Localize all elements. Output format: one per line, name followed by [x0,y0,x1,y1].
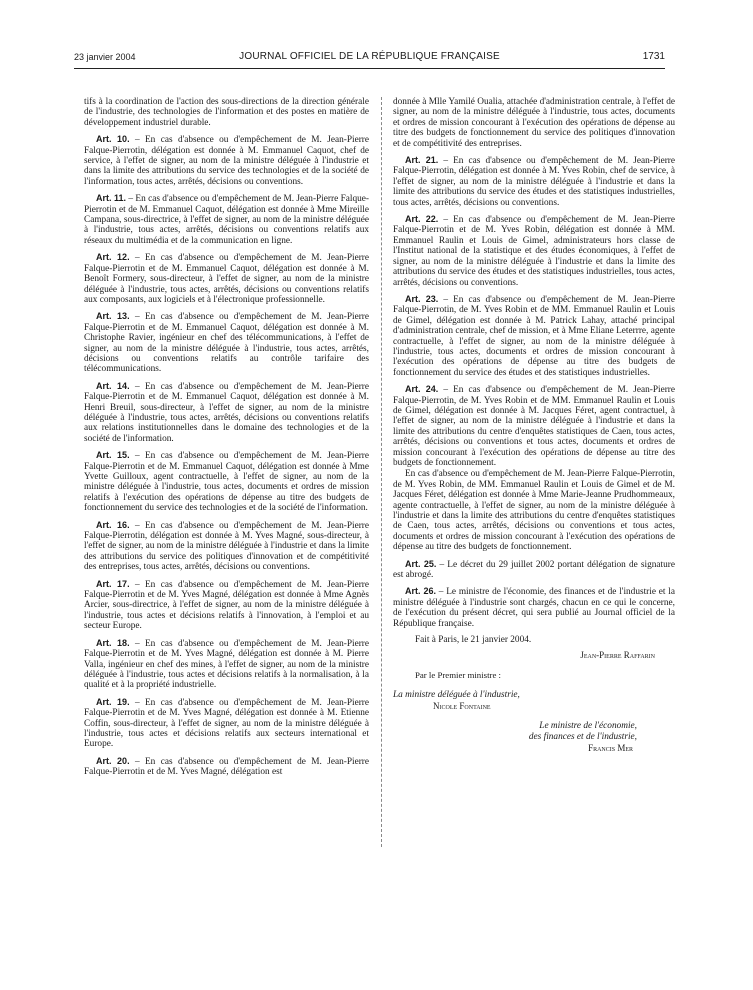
minister-delegate-name: Nicole Fontaine [433,700,491,711]
article-label: Art. 11. [96,193,127,204]
article-text: – En cas d'absence ou d'empêchement de M. Jean-Pierre Falque-Pierrotin et de M. Emmanuel Caquot, délégation est donnée à M. Christophe Ravier, ingénieur en chef des télécommunications, à l'effet de signer, au nom de la ministre déléguée à l'industrie, tous actes, arrêtés, décisions ou conventions relatifs au contrôle tarifaire des télécommunications. [84,312,370,375]
article-text: – En cas d'absence ou d'empêchement de M. Jean-Pierre Falque-Pierrotin et de M. Yves Magné, délégation est donnée à M. Pierre Valla, ingénieur en chef des mines, à l'effet de signer, au nom de la ministre déléguée à l'industrie, tous actes et décisions relatifs à la normalisation, à la qualité et à la propriété industrielle. [84,638,370,691]
article-text: – En cas d'absence ou d'empêchement de M. Jean-Pierre Falque-Pierrotin, de M. Yves Robin et de MM. Emmanuel Raulin et Louis de Gimel, délégation est donnée à M. Jacques Féret, agent contractuel, à l'effet de signer, au nom de la ministre déléguée à l'industrie et dans la limite des attributions du centre d'enquêtes statistiques de Caen, tous actes, arrêtés, décisions ou conventions et tous actes, documents et ordres de mission concourant à l'exécution des opérations de dépense au titre des budgets de fonctionnement. [393,385,676,468]
article-25 [393,559,675,581]
article-text: – En cas d'absence ou d'empêchement de M. Jean-Pierre Falque-Pierrotin et de M. Yves Magné, délégation est donnée à M. Etienne Coffin, sous-directeur, à l'effet de signer, au nom de la ministre déléguée à l'industrie, tous actes et décisions relatifs aux secteurs international et Europe. [84,697,370,750]
article-label: Art. 13. [96,311,130,322]
article-text: – En cas d'absence ou d'empêchement de M. Jean-Pierre Falque-Pierrotin et de M. Emmanuel Caquot, délégation est donnée à M. Henri Breuil, sous-directeur, à l'effet de signer, au nom de la ministre déléguée à l'industrie, tous actes, arrêtés, décisions ou conventions relatifs aux relations institutionnelles dans le domaine des technologies et de la société de l'information. [84,381,370,444]
article-21 [393,155,675,208]
article-label: Art. 26. [405,586,436,597]
minister-economy-title-1: Le ministre de l'économie, [539,721,637,732]
journal-title: JOURNAL OFFICIEL DE LA RÉPUBLIQUE FRANÇAISE [239,51,500,62]
minister-delegate-title: La ministre déléguée à l'industrie, [393,690,520,701]
minister-economy-title-2: des finances et de l'industrie, [528,732,637,743]
article-label: Art. 23. [405,293,439,304]
article-15 [84,450,369,513]
article-20 [84,756,369,778]
minister-economy-name: Francis Mer [588,743,633,754]
article-label: Art. 22. [405,214,439,225]
page-number: 1731 [642,51,665,62]
article-12 [84,252,369,305]
article-label: Art. 20. [96,755,130,766]
article-13 [84,311,369,374]
article-18 [84,638,369,691]
article-24-continued: En cas d'absence ou d'empêchement de M. Jean-Pierre Falque-Pierrotin, de M. Yves Robin, de MM. Emmanuel Raulin et Louis de Gimel et de M. Jacques Féret, délégation est donnée à Mme Marie-Jeanne Prudhommeaux, agente contractuelle, à l'effet de signer, au nom de la ministre déléguée à l'industrie et dans la limite des attributions du centre d'enquêtes statistiques de Caen, tous actes, arrêtés, décisions ou conventions et tous actes, documents et ordres de mission concourant à l'exécution des opérations de dépense au titre des budgets de fonctionnement. [393,469,675,553]
article-text: – En cas d'absence ou d'empêchement de M. Jean-Pierre Falque-Pierrotin et de M. Emmanuel Caquot, délégation est donnée à Mme Mireille Campana, sous-directrice, à l'effet de signer, au nom de la ministre déléguée à l'industrie, tous actes, arrêtés, décisions ou conventions relatifs aux réseaux du multimédia et de la communication en ligne. [84,194,369,246]
article-label: Art. 10. [96,134,130,145]
article-label: Art. 14. [96,380,130,391]
header-rule [74,68,665,69]
article-14 [84,381,369,444]
article-text: – En cas d'absence ou d'empêchement de M. Jean-Pierre Falque-Pierrotin et de M. Yves Magné, délégation est donnée à Mme Agnès Arcier, sous-directrice, à l'effet de signer, au nom de la ministre déléguée à l'industrie, tous actes et décisions relatifs à l'innovation, à l'emploi et au secteur Europe. [84,579,370,632]
article-19 [84,697,369,750]
article-11 [84,193,369,246]
right-column [393,97,675,754]
left-column [84,97,369,784]
article-label: Art. 18. [96,637,130,648]
article-26 [393,586,675,629]
article-label: Art. 15. [96,450,130,461]
prime-minister-label: Par le Premier ministre : [415,669,501,680]
article-text: – En cas d'absence ou d'empêchement de M. Jean-Pierre Falque-Pierrotin et de M. Yves Robin, délégation est donnée à MM. Emmanuel Raulin et Louis de Gimel, administrateurs hors classe de l'Institut national de la statistique et des études économiques, à l'effet de signer, au nom de la ministre déléguée à l'industrie et dans la limite des attributions du service des études et des statistiques industrielles, tous actes, arrêtés, décisions ou conventions. [393,215,676,288]
article-label: Art. 21. [405,155,439,166]
article-23 [393,294,675,378]
left-intro: tifs à la coordination de l'action des sous-directions de la direction générale de l'industrie, des technologies de l'information et des postes en matière de développement industriel durable. [84,97,369,128]
signature-place-date: Fait à Paris, le 21 janvier 2004. [415,635,532,646]
article-label: Art. 16. [96,519,130,530]
article-text: – En cas d'absence ou d'empêchement de M. Jean-Pierre Falque-Pierrotin, délégation est donnée à M. Emmanuel Caquot, chef de service, à l'effet de signer, au nom de la ministre déléguée à l'industrie et dans la limite des attributions du service des technologies et de la société de l'information, tous actes, arrêtés, décisions ou conventions. [84,135,370,187]
article-16 [84,520,369,573]
article-text: – En cas d'absence ou d'empêchement de M. Jean-Pierre Falque-Pierrotin et de M. Emmanuel Caquot, délégation est donnée à M. Benoît Formery, sous-directeur, à l'effet de signer, au nom de la ministre déléguée à l'industrie, tous actes, arrêtés, décisions ou conventions relatifs aux composants, aux logiciels et à l'électronique professionnelle. [84,253,370,305]
article-text: – Le décret du 29 juillet 2002 portant délégation de signature est abrogé. [393,559,675,581]
prime-minister-name: Jean-Pierre Raffarin [580,649,655,660]
article-text: – En cas d'absence ou d'empêchement de M. Jean-Pierre Falque-Pierrotin, délégation est donnée à M. Yves Magné, sous-directeur, à l'effet de signer, au nom de la ministre déléguée à l'industrie et dans la limite des attributions du service des politiques d'innovation et de compétitivité des entreprises, tous actes, arrêtés, décisions ou conventions. [84,520,370,573]
article-10 [84,134,369,187]
article-text: – Le ministre de l'économie, des finances et de l'industrie et la ministre déléguée à l'industrie sont chargés, chacun en ce qui le concerne, de l'exécution du présent décret, qui sera publié au Journal officiel de la République française. [393,587,675,629]
article-text: – En cas d'absence ou d'empêchement de M. Jean-Pierre Falque-Pierrotin, délégation est donnée à M. Yves Robin, chef de service, à l'effet de signer, au nom de la ministre déléguée à l'industrie et dans la limite des attributions du service des études et des statistiques industrielles, tous actes, arrêtés, décisions ou conventions. [393,156,676,208]
article-text: – En cas d'absence ou d'empêchement de M. Jean-Pierre Falque-Pierrotin et de M. Yves Magné, délégation est [84,756,370,778]
article-17 [84,579,369,632]
article-24 [393,384,675,468]
article-label: Art. 25. [405,558,437,569]
column-divider [381,97,382,847]
article-label: Art. 24. [405,384,439,395]
article-label: Art. 17. [96,578,130,589]
article-text: – En cas d'absence ou d'empêchement de M. Jean-Pierre Falque-Pierrotin, de M. Yves Robin et de MM. Emmanuel Raulin et Louis de Gimel, délégation est donnée à M. Patrick Lahay, attaché principal d'administration centrale, chef de mission, et à Mme Eliane Leterrre, agente contractuelle, à l'effet de signer, au nom de la ministre déléguée à l'industrie, tous actes, documents et ordres de mission concourant à l'exécution des opérations de dépense au titre des budgets de fonctionnement du service des études et des statistiques industrielles. [393,294,676,378]
right-intro: donnée à Mlle Yamilé Oualia, attachée d'administration centrale, à l'effet de signer, au nom de la ministre déléguée à l'industrie, tous actes, documents et ordres de mission concourant à l'exécution des opérations de dépense au titre des budgets de fonctionnement du service des politiques d'innovation et de compétitivité des entreprises. [393,97,675,149]
article-22 [393,214,675,288]
article-label: Art. 19. [96,696,130,707]
article-text: – En cas d'absence ou d'empêchement de M. Jean-Pierre Falque-Pierrotin et de M. Emmanuel Caquot, délégation est donnée à Mme Yvette Guilloux, agent contractuelle, à l'effet de signer, au nom de la ministre déléguée à l'industrie, tous actes, documents et ordres de mission relatifs à l'exécution des opérations de dépense au titre des budgets de fonctionnement du service des technologies et de la société de l'information. [84,451,370,514]
header-date: 23 janvier 2004 [74,52,136,62]
page-header [74,50,665,66]
article-label: Art. 12. [96,252,130,263]
